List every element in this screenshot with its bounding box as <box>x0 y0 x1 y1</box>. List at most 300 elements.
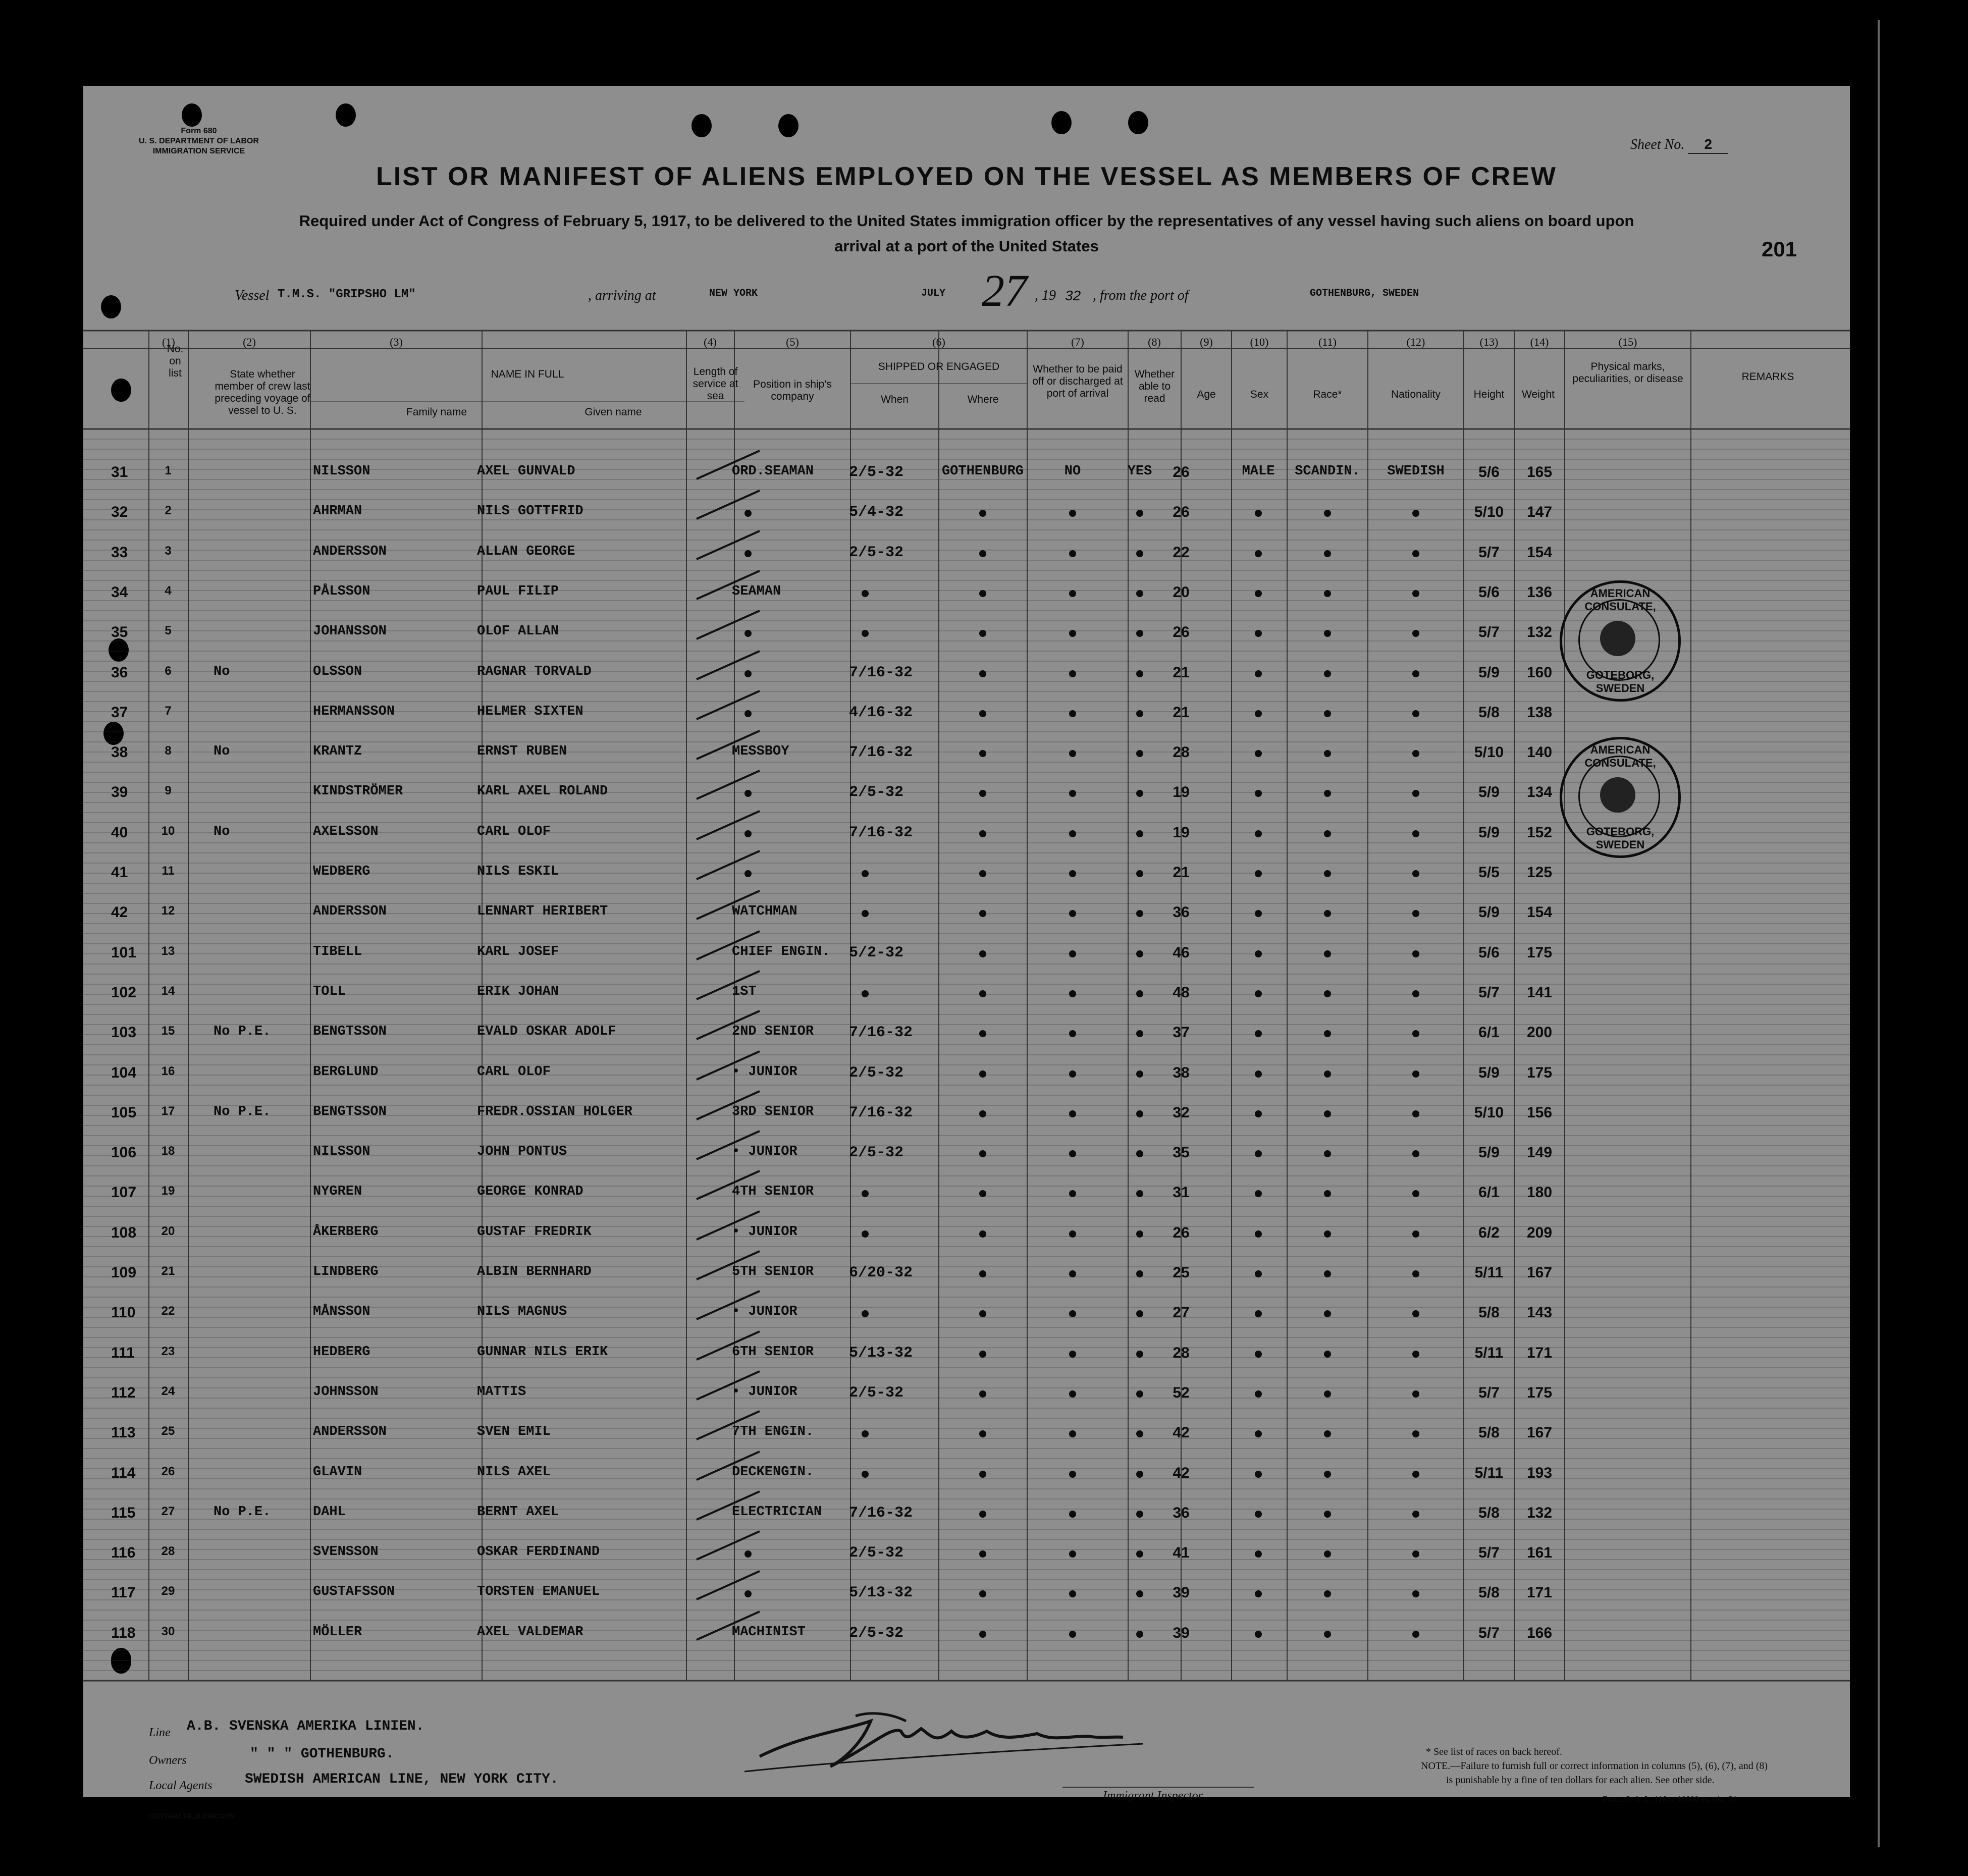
cell-height: 6/1 <box>1478 1024 1500 1041</box>
failure-note: NOTE.—Failure to furnish full or correct information in columns (5), (6), (7), and (8) <box>1421 1760 1768 1772</box>
ditto-mark <box>1069 1110 1076 1117</box>
cell-state: No P.E. <box>214 1504 271 1520</box>
cell-no: 22 <box>161 1304 175 1318</box>
cell-position: • JUNIOR <box>732 1304 797 1320</box>
margin-number: 115 <box>111 1504 136 1521</box>
cell-age: 28 <box>1173 744 1190 761</box>
cell-height: 5/8 <box>1478 1424 1500 1441</box>
header-paid-off: Whether to be paid off or discharged at port of arrival <box>1032 363 1123 399</box>
cell-state: No P.E. <box>214 1104 271 1119</box>
cell-position: • JUNIOR <box>732 1144 797 1160</box>
cell-family: BERGLUND <box>313 1064 379 1080</box>
check-stroke <box>694 1088 765 1123</box>
ditto-mark <box>979 1270 986 1277</box>
header-no-on-list: No. on list <box>167 343 184 379</box>
check-stroke <box>694 448 765 483</box>
cell-given: HELMER SIXTEN <box>477 704 583 719</box>
ditto-mark <box>1324 1150 1331 1157</box>
arrival-day: 27 <box>982 266 1027 316</box>
cell-position: ORD.SEAMAN <box>732 464 814 479</box>
cell-no: 18 <box>161 1144 175 1158</box>
cell-state: No <box>214 744 230 760</box>
ditto-mark <box>1324 1351 1331 1358</box>
ditto-mark <box>979 1230 986 1238</box>
cell-given: NILS AXEL <box>477 1464 551 1480</box>
ditto-mark <box>1069 590 1076 597</box>
cell-given: OSKAR FERDINAND <box>477 1544 600 1560</box>
margin-number: 106 <box>111 1144 137 1161</box>
cell-family: MÖLLER <box>313 1624 362 1640</box>
check-stroke <box>694 568 765 603</box>
ditto-mark <box>1324 870 1331 877</box>
cell-no: 16 <box>161 1064 175 1078</box>
header-remarks: REMARKS <box>1741 371 1794 383</box>
header-given-name: Given name <box>584 406 642 418</box>
ditto-mark <box>979 950 986 957</box>
check-stroke <box>694 1408 765 1443</box>
cell-height: 5/9 <box>1478 1064 1500 1081</box>
ditto-mark <box>1324 590 1331 597</box>
cell-when: 2/5-32 <box>849 1624 904 1642</box>
inspector-label: Immigrant Inspector. <box>1103 1789 1205 1802</box>
check-stroke <box>694 1609 765 1644</box>
margin-number: 102 <box>111 984 137 1001</box>
cell-family: JOHNSSON <box>313 1384 379 1400</box>
cell-weight: 154 <box>1526 544 1553 561</box>
department-name: U. S. DEPARTMENT OF LABOR <box>139 137 259 145</box>
cell-age: 39 <box>1173 1584 1190 1601</box>
margin-number: 114 <box>111 1464 136 1481</box>
cell-when: 7/16-32 <box>849 744 913 762</box>
header-length-service: Length of service at sea <box>693 366 738 402</box>
cell-given: CARL OLOF <box>477 1064 551 1080</box>
check-stroke <box>694 1208 765 1244</box>
ditto-mark <box>1412 1150 1419 1157</box>
cell-family: DAHL <box>313 1504 346 1520</box>
arriving-label: , arriving at <box>588 288 656 303</box>
cell-height: 5/6 <box>1478 464 1500 480</box>
margin-number: 113 <box>111 1424 136 1441</box>
consulate-stamp <box>1560 737 1681 858</box>
cell-given: NILS GOTTFRID <box>477 504 583 519</box>
column-number: (9) <box>1200 336 1213 348</box>
check-stroke <box>694 728 765 763</box>
cell-weight: 175 <box>1526 944 1553 961</box>
ditto-mark <box>979 990 986 997</box>
ditto-mark <box>1136 950 1143 957</box>
cell-age: 31 <box>1173 1184 1190 1201</box>
cell-given: JOHN PONTUS <box>477 1144 567 1160</box>
ditto-mark <box>979 870 986 877</box>
consulate-stamp <box>1560 580 1681 702</box>
cell-no: 21 <box>161 1264 175 1278</box>
margin-number: 104 <box>111 1064 137 1081</box>
cell-no: 4 <box>165 583 172 598</box>
cell-no: 13 <box>161 944 175 958</box>
cell-age: 25 <box>1173 1264 1190 1281</box>
header-able-read: Whether able to read <box>1134 368 1175 404</box>
cell-height: 5/9 <box>1478 1144 1500 1161</box>
cell-no: 9 <box>165 784 172 798</box>
ditto-mark <box>1136 1471 1143 1478</box>
cell-no: 26 <box>161 1464 175 1478</box>
cell-height: 5/10 <box>1474 744 1504 761</box>
cell-height: 5/7 <box>1478 544 1500 561</box>
cell-weight: 171 <box>1526 1344 1553 1361</box>
cell-age: 42 <box>1173 1464 1190 1481</box>
check-stroke <box>694 688 765 723</box>
line-value: A.B. SVENSKA AMERIKA LINIEN. <box>187 1719 424 1734</box>
sheet-label: Sheet No. <box>1630 137 1685 152</box>
ditto-mark <box>979 670 986 677</box>
cell-given: GUNNAR NILS ERIK <box>477 1344 608 1360</box>
ditto-mark <box>1136 1150 1143 1157</box>
cell-position: 5TH SENIOR <box>732 1264 814 1279</box>
cell-no: 10 <box>161 824 175 838</box>
cell-given: GUSTAF FREDRIK <box>477 1224 592 1240</box>
cell-age: 32 <box>1173 1104 1190 1121</box>
cell-no: 15 <box>161 1024 175 1038</box>
cell-family: AHRMAN <box>313 504 362 519</box>
cell-no: 24 <box>161 1384 175 1398</box>
cell-age: 42 <box>1173 1424 1190 1441</box>
cell-height: 6/1 <box>1478 1184 1500 1201</box>
ditto-mark <box>1412 1230 1419 1238</box>
form-code: Form. S. A. L. 116 n. 10000 ex. okt. 31. <box>1603 1794 1739 1804</box>
ditto-mark <box>1255 990 1262 997</box>
cell-weight: 154 <box>1526 904 1553 921</box>
ditto-mark <box>1069 950 1076 957</box>
eagle-seal-icon <box>1600 621 1635 656</box>
cell-age: 39 <box>1173 1624 1190 1641</box>
ditto-mark <box>1255 1110 1262 1117</box>
ditto-mark <box>1069 750 1076 757</box>
margin-number: 117 <box>111 1584 136 1601</box>
cell-position: • JUNIOR <box>732 1064 797 1080</box>
ditto-mark <box>1136 1631 1143 1638</box>
ditto-mark <box>1136 710 1143 717</box>
ditto-mark <box>1412 750 1419 757</box>
ditto-mark <box>1069 830 1076 837</box>
cell-no: 5 <box>165 624 172 638</box>
cell-state: No P.E. <box>214 1024 271 1040</box>
margin-number: 38 <box>111 744 128 761</box>
header-nationality: Nationality <box>1391 389 1441 400</box>
cell-when: 6/20-32 <box>849 1264 913 1281</box>
cell-family: KRANTZ <box>313 744 362 760</box>
ditto-mark <box>1412 710 1419 717</box>
ditto-mark <box>862 990 869 997</box>
ditto-mark <box>1412 830 1419 837</box>
cell-weight: 138 <box>1526 704 1553 721</box>
check-stroke <box>694 808 765 843</box>
owners-label: Owners <box>149 1754 187 1767</box>
cell-height: 5/6 <box>1478 583 1500 601</box>
inspector-signature <box>739 1701 1194 1782</box>
sheet-value: 2 <box>1704 136 1713 152</box>
cell-position: ELECTRICIAN <box>732 1504 822 1520</box>
cell-age: 37 <box>1173 1024 1190 1041</box>
ditto-mark <box>1069 670 1076 677</box>
ditto-mark <box>1136 870 1143 877</box>
cell-when: 2/5-32 <box>849 1144 904 1162</box>
cell-age: 19 <box>1173 784 1190 801</box>
header-family-name: Family name <box>406 406 467 418</box>
ditto-mark <box>1069 1351 1076 1358</box>
ditto-mark <box>1324 1110 1331 1117</box>
margin-number: 111 <box>111 1344 135 1361</box>
cell-height: 5/11 <box>1474 1264 1504 1281</box>
ditto-mark <box>1136 1270 1143 1277</box>
line-label: Line <box>149 1726 171 1739</box>
margin-number: 108 <box>111 1224 137 1241</box>
subtitle-line-1: Required under Act of Congress of February 5, 1917, to be delivered to the United States immigration officer by the representatives of any vessel having such aliens on board upon <box>299 212 1634 230</box>
ditto-mark <box>1136 590 1143 597</box>
cell-weight: 149 <box>1526 1144 1553 1161</box>
cell-weight: 180 <box>1526 1184 1553 1201</box>
cell-no: 11 <box>162 864 175 878</box>
ditto-mark <box>1069 1550 1076 1558</box>
header-sex: Sex <box>1250 389 1269 400</box>
cell-given: BERNT AXEL <box>477 1504 559 1520</box>
cell-age: 36 <box>1173 1504 1190 1521</box>
cell-no: 27 <box>161 1504 175 1518</box>
cell-state: No <box>214 824 230 839</box>
ditto-mark <box>1412 550 1419 557</box>
cell-no: 17 <box>161 1104 175 1118</box>
margin-number: 116 <box>111 1544 136 1562</box>
cell-family: BENGTSSON <box>313 1104 387 1119</box>
check-stroke <box>694 928 765 963</box>
ditto-mark <box>979 1351 986 1358</box>
cell-age: 38 <box>1173 1064 1190 1081</box>
agents-label: Local Agents <box>149 1779 212 1792</box>
column-number: (11) <box>1318 336 1337 348</box>
check-stroke <box>694 528 765 563</box>
check-stroke <box>694 1008 765 1043</box>
cell-height: 5/9 <box>1478 824 1500 841</box>
margin-number: 107 <box>111 1184 137 1201</box>
cell-height: 5/8 <box>1478 1304 1500 1321</box>
cell-family: AXELSSON <box>313 824 379 839</box>
cell-given: KARL AXEL ROLAND <box>477 784 608 799</box>
column-number: (1) <box>162 336 175 348</box>
column-number: (12) <box>1406 336 1425 348</box>
ditto-mark <box>1412 1070 1419 1078</box>
cell-no: 14 <box>161 984 175 998</box>
cell-no: 29 <box>161 1584 175 1598</box>
cell-family: TIBELL <box>313 944 362 959</box>
cell-position: CHIEF ENGIN. <box>732 944 830 959</box>
ditto-mark <box>1136 750 1143 757</box>
cell-given: ALBIN BERNHARD <box>477 1264 592 1279</box>
cell-height: 5/7 <box>1478 624 1500 641</box>
subtitle-line-2: arrival at a port of the United States <box>834 237 1099 255</box>
ditto-mark <box>1069 550 1076 557</box>
cell-no: 2 <box>165 504 172 518</box>
cell-family: ANDERSSON <box>313 1424 387 1440</box>
cell-family: WEDBERG <box>313 864 370 879</box>
cell-family: LINDBERG <box>313 1264 379 1279</box>
margin-number: 34 <box>111 583 128 601</box>
margin-number: 37 <box>111 704 128 721</box>
port-label: , from the port of <box>1093 288 1189 303</box>
ditto-mark <box>1255 550 1262 557</box>
cell-sex: MALE <box>1242 464 1275 479</box>
arrival-port: NEW YORK <box>709 288 758 299</box>
check-stroke <box>694 968 765 1003</box>
ditto-mark <box>1324 1471 1331 1478</box>
header-race: Race* <box>1313 389 1342 400</box>
cell-weight: 136 <box>1526 583 1553 601</box>
ditto-mark <box>1069 1070 1076 1078</box>
column-number: (7) <box>1071 336 1084 348</box>
check-stroke <box>694 1168 765 1203</box>
cell-age: 21 <box>1173 664 1190 681</box>
cell-given: ERNST RUBEN <box>477 744 567 760</box>
cell-height: 5/9 <box>1478 664 1500 681</box>
cell-given: CARL OLOF <box>477 824 551 839</box>
column-number: (4) <box>704 336 717 348</box>
cell-weight: 141 <box>1526 984 1553 1001</box>
ditto-mark <box>1255 750 1262 757</box>
cell-when: 7/16-32 <box>849 1104 913 1121</box>
ditto-mark <box>1412 1471 1419 1478</box>
column-number: (14) <box>1530 336 1549 348</box>
cell-age: 46 <box>1173 944 1190 961</box>
cell-position: MESSBOY <box>732 744 789 760</box>
printer-name: CENTRALTR.,B.ERICSON <box>149 1812 235 1820</box>
cell-position: MACHINIST <box>732 1624 806 1640</box>
ditto-mark <box>1255 830 1262 837</box>
cell-given: OLOF ALLAN <box>477 624 559 639</box>
cell-age: 35 <box>1173 1144 1190 1161</box>
vessel-name: T.M.S. "GRIPSHO LM" <box>278 288 416 301</box>
header-where: Where <box>967 394 999 405</box>
ditto-mark <box>1255 590 1262 597</box>
check-stroke <box>694 1568 765 1603</box>
column-number: (5) <box>786 336 799 348</box>
cell-position: 4TH SENIOR <box>732 1184 814 1200</box>
ditto-mark <box>1324 830 1331 837</box>
cell-height: 5/8 <box>1478 1584 1500 1601</box>
arrival-year: 32 <box>1065 288 1081 303</box>
ditto-mark <box>1255 1390 1262 1398</box>
ditto-mark <box>1255 950 1262 957</box>
cell-age: 36 <box>1173 904 1190 921</box>
cell-weight: 166 <box>1526 1624 1553 1641</box>
cell-when: 5/4-32 <box>849 504 904 521</box>
check-stroke <box>694 1128 765 1163</box>
check-stroke <box>694 1528 765 1564</box>
margin-number: 101 <box>111 944 137 961</box>
ditto-mark <box>979 1631 986 1638</box>
ditto-mark <box>862 870 869 877</box>
ditto-mark <box>1136 1511 1143 1518</box>
cell-when: 7/16-32 <box>849 664 913 681</box>
check-stroke <box>694 1328 765 1364</box>
cell-when: 7/16-32 <box>849 1504 913 1522</box>
cell-height: 5/11 <box>1474 1344 1504 1361</box>
cell-weight: 175 <box>1526 1384 1553 1401</box>
margin-number: 118 <box>111 1624 136 1641</box>
ditto-mark <box>979 1110 986 1117</box>
ditto-mark <box>1136 1390 1143 1398</box>
cell-weight: 161 <box>1526 1544 1553 1562</box>
margin-number: 33 <box>111 544 128 561</box>
ditto-mark <box>1324 1070 1331 1078</box>
ditto-mark <box>1069 870 1076 877</box>
cell-weight: 147 <box>1526 504 1553 521</box>
cell-when: 2/5-32 <box>849 1384 904 1402</box>
cell-no: 7 <box>165 704 172 718</box>
header-when: When <box>881 394 909 405</box>
cell-where: GOTHENBURG <box>941 464 1024 479</box>
header-shipped: SHIPPED OR ENGAGED <box>878 361 1000 372</box>
ditto-mark <box>1255 710 1262 717</box>
ditto-mark <box>1324 1230 1331 1238</box>
column-number: (15) <box>1618 336 1637 348</box>
cell-family: MÅNSSON <box>313 1304 370 1320</box>
ditto-mark <box>1412 1631 1419 1638</box>
cell-given: LENNART HERIBERT <box>477 904 608 920</box>
departure-port: GOTHENBURG, SWEDEN <box>1310 288 1419 299</box>
cell-age: 19 <box>1173 824 1190 841</box>
cell-no: 20 <box>161 1224 175 1238</box>
ditto-mark <box>1069 710 1076 717</box>
ditto-mark <box>1255 1631 1262 1638</box>
cell-weight: 156 <box>1526 1104 1553 1121</box>
cell-when: 2/5-32 <box>849 1544 904 1562</box>
cell-no: 23 <box>161 1344 175 1358</box>
cell-age: 21 <box>1173 704 1190 721</box>
cell-position: • JUNIOR <box>732 1384 797 1400</box>
margin-number: 31 <box>111 464 128 480</box>
cell-weight: 134 <box>1526 784 1553 801</box>
check-stroke <box>694 608 765 643</box>
form-number: Form 680 <box>181 127 217 135</box>
year-prefix: , 19 <box>1035 288 1056 303</box>
ditto-mark <box>979 750 986 757</box>
cell-no: 19 <box>161 1184 175 1198</box>
ditto-mark <box>1255 1471 1262 1478</box>
ditto-mark <box>1412 1270 1419 1277</box>
ditto-mark <box>979 590 986 597</box>
header-age: Age <box>1197 389 1216 400</box>
ditto-mark <box>1412 1511 1419 1518</box>
ditto-mark <box>1412 1351 1419 1358</box>
ditto-mark <box>862 1230 869 1238</box>
cell-when: 7/16-32 <box>849 1024 913 1042</box>
stamp-bottom-text: GOTEBORG, SWEDEN <box>1586 825 1655 851</box>
ditto-mark <box>1324 1511 1331 1518</box>
ditto-mark <box>1069 1230 1076 1238</box>
cell-given: ERIK JOHAN <box>477 984 559 999</box>
ditto-mark <box>1069 1511 1076 1518</box>
cell-when: 2/5-32 <box>849 784 904 801</box>
cell-nat: SWEDISH <box>1387 464 1445 479</box>
cell-family: NILSSON <box>313 464 370 479</box>
header-physical-marks: Physical marks, peculiarities, or disease <box>1572 361 1683 385</box>
column-number: (3) <box>390 336 403 348</box>
ditto-mark <box>1255 1550 1262 1558</box>
cell-when: 2/5-32 <box>849 544 904 561</box>
cell-given: AXEL VALDEMAR <box>477 1624 583 1640</box>
ditto-mark <box>1255 1070 1262 1078</box>
cell-position: 3RD SENIOR <box>732 1104 814 1119</box>
cell-height: 5/9 <box>1478 904 1500 921</box>
cell-height: 5/8 <box>1478 704 1500 721</box>
